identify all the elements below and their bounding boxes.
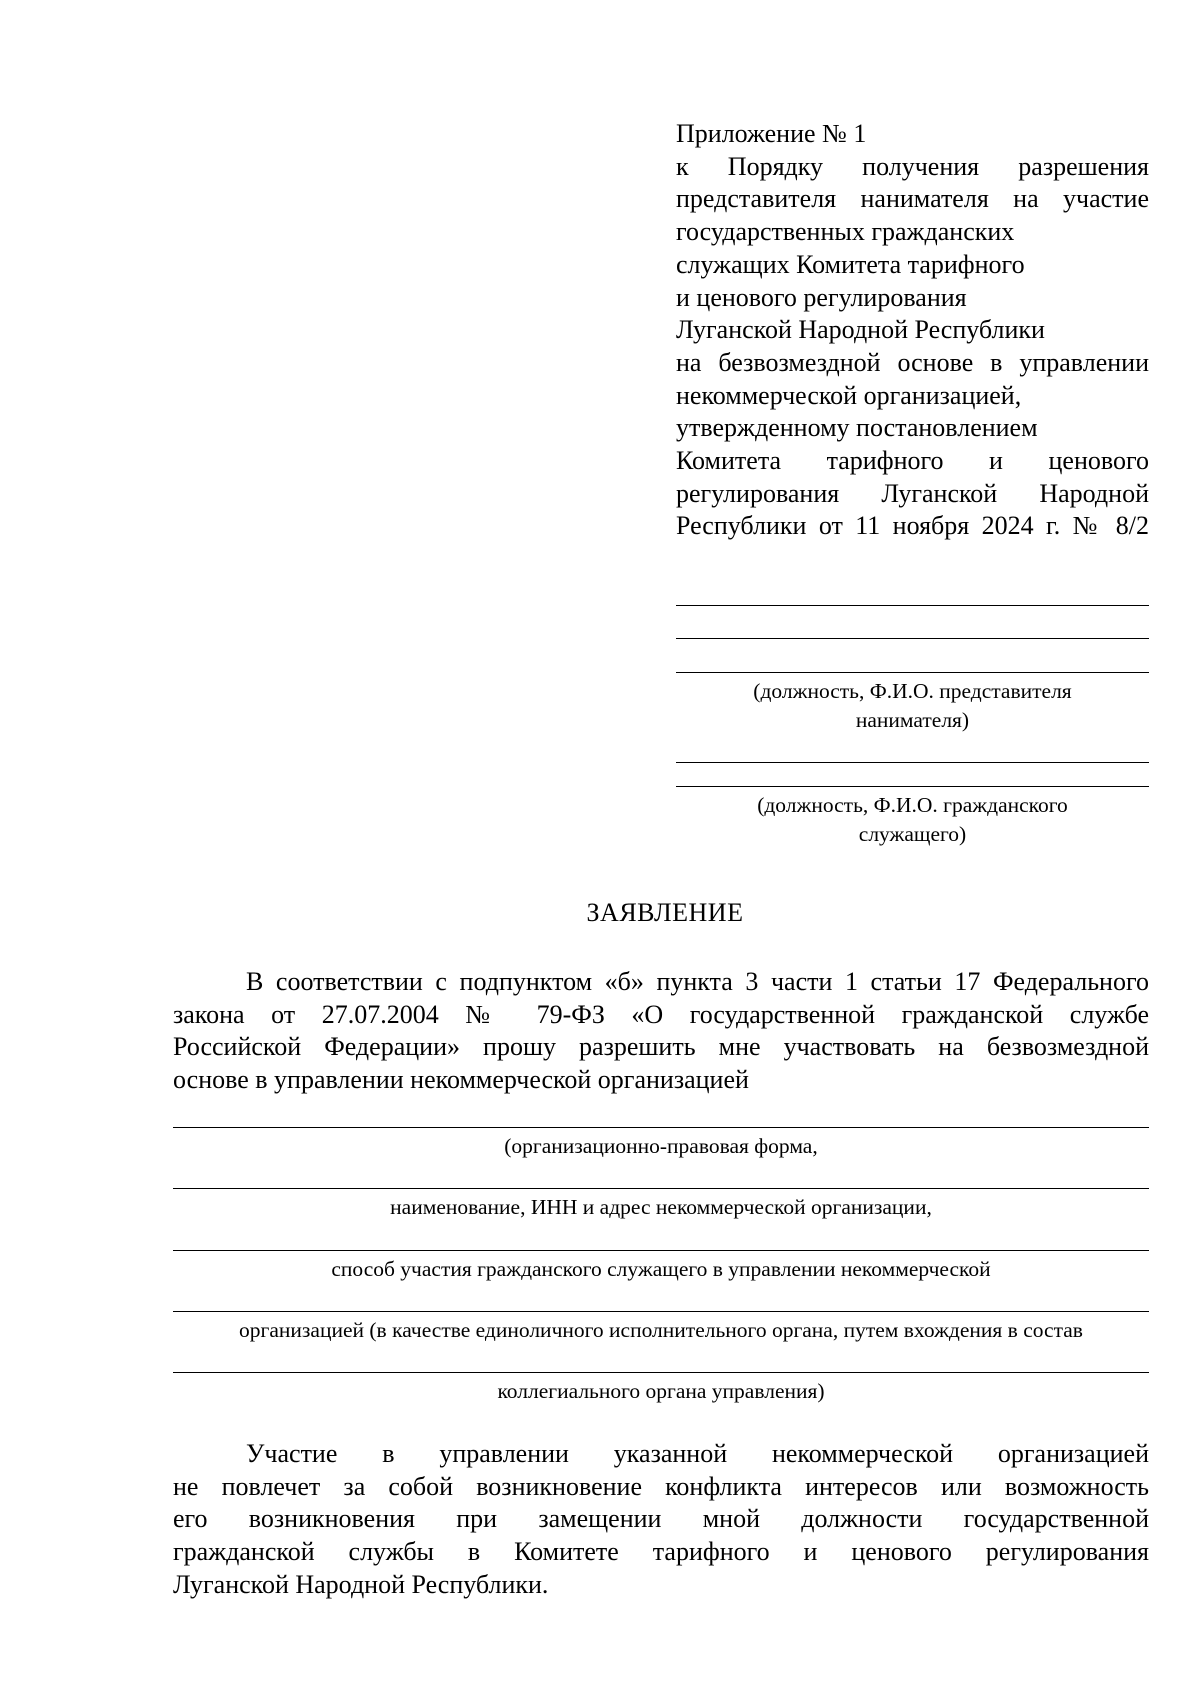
appendix-line: государственных гражданских	[676, 217, 1015, 247]
paragraph-line: не повлечет за собой возникновение конфликта интересов или возможность	[173, 1471, 1149, 1501]
paragraph-line: Луганской Народной Республики.	[173, 1569, 549, 1599]
field-caption-legal-form: (организационно-правовая форма,	[504, 1134, 818, 1158]
caption-line: нанимателя)	[855, 708, 970, 732]
appendix-line: регулирования Луганской Народной	[676, 478, 1149, 508]
paragraph-line: В соответствии с подпунктом «б» пункта 3 части 1 статьи 17 Федерального	[246, 967, 1149, 996]
appendix-line: служащих Комитета тарифного	[676, 249, 1025, 279]
fill-line-org-3[interactable]	[173, 1250, 1149, 1251]
appendix-line: некоммерческой организацией,	[676, 380, 1022, 410]
paragraph-line: его возникновения при замещении мной должности государственной	[173, 1504, 1149, 1534]
paragraph-line: Российской Федерации» прошу разрешить мне участвовать на безвозмездной	[173, 1032, 1149, 1062]
document-title: ЗАЯВЛЕНИЕ	[586, 898, 744, 927]
fill-line-representative-1[interactable]	[676, 605, 1149, 606]
appendix-header	[676, 118, 1149, 543]
appendix-line: Приложение № 1	[676, 119, 867, 148]
paragraph-line: Участие в управлении указанной некоммерческой организацией	[246, 1439, 1149, 1468]
appendix-line: представителя нанимателя на участие	[676, 184, 1149, 214]
fill-line-org-5[interactable]	[173, 1372, 1149, 1373]
caption-line: (должность, Ф.И.О. гражданского	[757, 793, 1068, 817]
paragraph-line: гражданской службы в Комитете тарифного и ценового регулирования	[173, 1537, 1149, 1567]
paragraph-line: основе в управлении некоммерческой организацией	[173, 1065, 749, 1095]
fill-line-servant-2[interactable]	[676, 786, 1149, 787]
appendix-line: Республики от 11 ноября 2024 г. № 8/2	[676, 511, 1149, 541]
fill-line-representative-2[interactable]	[676, 638, 1149, 639]
appendix-line: на безвозмездной основе в управлении	[676, 347, 1149, 377]
statement-paragraph	[173, 966, 1149, 1097]
fill-line-org-2[interactable]	[173, 1188, 1149, 1189]
field-caption-collegial-body: коллегиального органа управления)	[497, 1379, 825, 1403]
fill-line-servant-1[interactable]	[676, 762, 1149, 763]
fill-line-representative-3[interactable]	[676, 672, 1149, 673]
caption-line: (должность, Ф.И.О. представителя	[753, 679, 1072, 703]
appendix-line: и ценового регулирования	[676, 282, 967, 312]
fill-line-org-1[interactable]	[173, 1127, 1149, 1128]
field-caption-participation-method: способ участия гражданского служащего в управлении некоммерческой	[331, 1257, 991, 1281]
field-caption-name-inn-address: наименование, ИНН и адрес некоммерческой организации,	[390, 1195, 932, 1219]
appendix-line: Комитета тарифного и ценового	[676, 446, 1149, 476]
representative-caption	[676, 677, 1149, 735]
appendix-line: к Порядку получения разрешения	[676, 151, 1149, 181]
appendix-line: утвержденному постановлением	[676, 413, 1038, 443]
fill-line-org-4[interactable]	[173, 1311, 1149, 1312]
caption-line: служащего)	[858, 822, 967, 846]
field-caption-participation-detail: организацией (в качестве единоличного исполнительного органа, путем вхождения в состав	[239, 1318, 1083, 1342]
conflict-paragraph	[173, 1438, 1149, 1602]
appendix-line: Луганской Народной Республики	[676, 315, 1045, 345]
servant-caption	[676, 791, 1149, 849]
paragraph-line: закона от 27.07.2004 № 79-ФЗ «О государственной гражданской службе	[173, 999, 1149, 1029]
